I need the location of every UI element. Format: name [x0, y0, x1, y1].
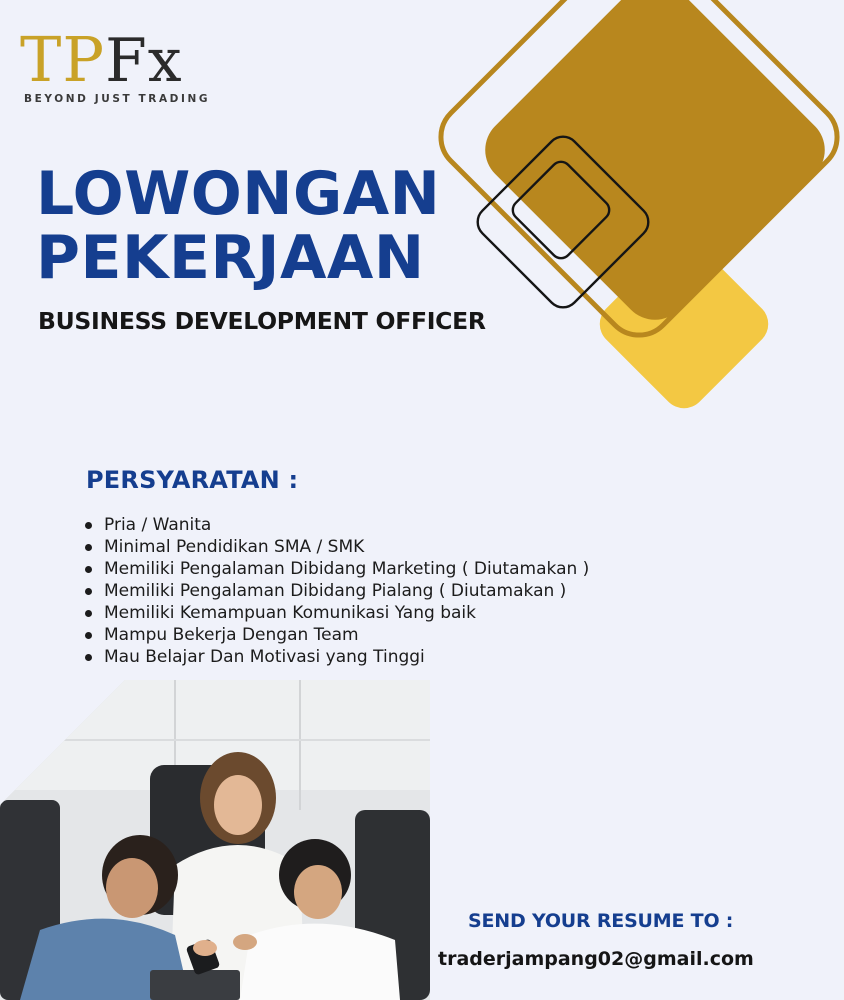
logo-tagline: BEYOND JUST TRADING [24, 93, 211, 105]
requirement-item: Mampu Bekerja Dengan Team [80, 624, 589, 646]
tpfx-logo [20, 23, 211, 105]
requirement-item: Pria / Wanita [80, 514, 589, 536]
requirement-item: Minimal Pendidikan SMA / SMK [80, 536, 589, 558]
headline-line-2: PEKERJAAN [36, 223, 425, 293]
requirements-title: PERSYARATAN : [86, 466, 299, 494]
headline-line-1: LOWONGAN [36, 159, 441, 229]
logo-mark-tp: TP [20, 23, 106, 96]
contact-email[interactable]: traderjampang02@gmail.com [438, 948, 754, 970]
send-resume-title: SEND YOUR RESUME TO : [468, 910, 734, 932]
requirement-item: Memiliki Pengalaman Dibidang Pialang ( Diutamakan ) [80, 580, 589, 602]
requirements-list [80, 514, 589, 668]
logo-mark-fx: Fx [105, 26, 183, 96]
page-headline [36, 159, 441, 293]
requirement-item: Memiliki Kemampuan Komunikasi Yang baik [80, 602, 589, 624]
position-title: BUSINESS DEVELOPMENT OFFICER [38, 307, 486, 335]
logo-mark [20, 23, 210, 96]
requirement-item: Memiliki Pengalaman Dibidang Marketing ( Diutamakan ) [80, 558, 589, 580]
requirement-item: Mau Belajar Dan Motivasi yang Tinggi [80, 646, 589, 668]
